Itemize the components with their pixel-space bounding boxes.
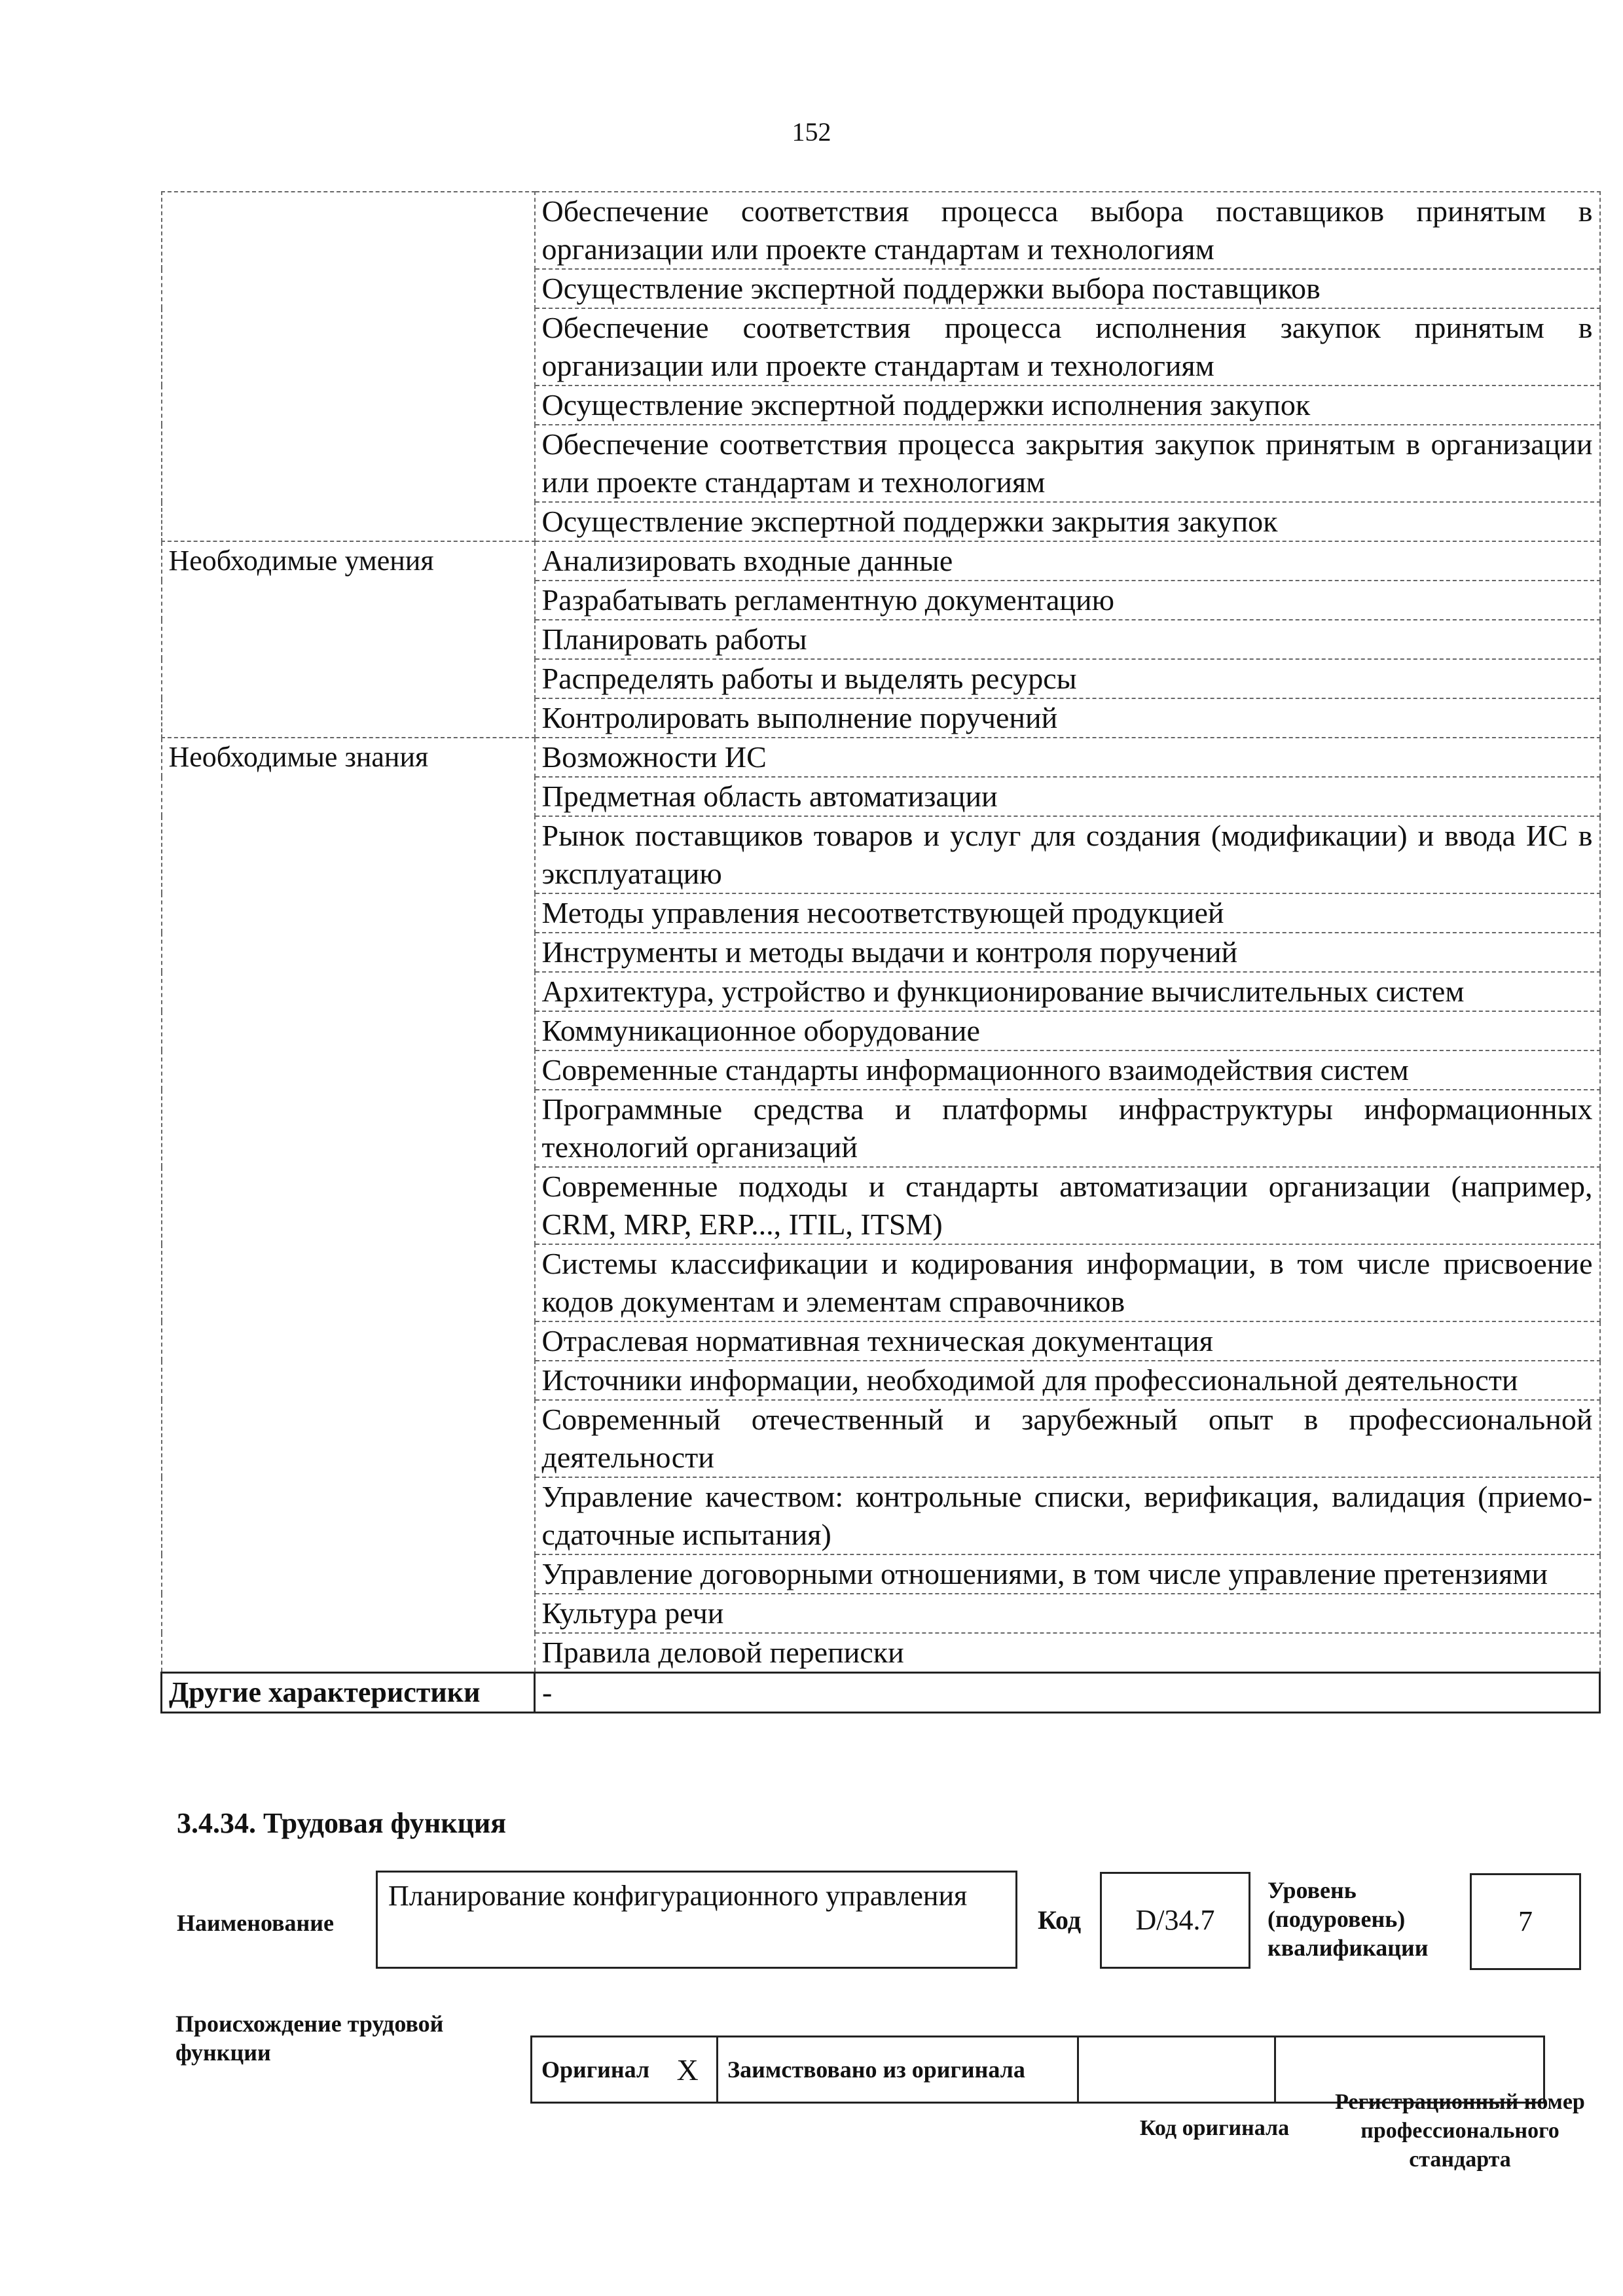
original-mark: X [659,2037,718,2103]
table-cell: Правила деловой переписки [535,1633,1600,1673]
name-value: Планирование конфигурационного управления [388,1880,968,1912]
table-cell: Современный отечественный и зарубежный опыт в профессиональной деятельности [535,1400,1600,1477]
table-cell: Обеспечение соответствия процесса исполнения закупок принятым в организации или проекте стандартам и технологиям [535,308,1600,386]
table-cell: Системы классификации и кодирования информации, в том числе присвоение кодов документам и элементам справочников [535,1244,1600,1321]
table-cell: Современные стандарты информационного взаимодействия систем [535,1050,1600,1090]
name-value-box [376,1871,1017,1969]
table-cell: Коммуникационное оборудование [535,1011,1600,1050]
table-cell: Инструменты и методы выдачи и контроля поручений [535,933,1600,972]
table-cell: Планировать работы [535,620,1600,659]
table-cell: Культура речи [535,1594,1600,1633]
row-label-empty [162,192,535,541]
table-cell: Рынок поставщиков товаров и услуг для создания (модификации) и ввода ИС в эксплуатацию [535,816,1600,893]
level-label: Уровень (подуровень) квалификации [1267,1877,1429,1961]
code-original-caption: Код оригинала [1139,2116,1290,2140]
origin-label: Происхождение трудовой функции [175,2011,444,2066]
table-cell: Управление качеством: контрольные списки, верификация, валидация (приемо-сдаточные испытания) [535,1477,1600,1554]
code-value-box [1100,1872,1250,1969]
skills-label: Необходимые умения [162,541,535,738]
borrowed-label: Заимствовано из оригинала [718,2037,1078,2103]
level-value-box [1470,1873,1581,1970]
table-cell: Анализировать входные данные [535,541,1600,581]
level-value: 7 [1518,1905,1533,1937]
table-cell: Источники информации, необходимой для профессиональной деятельности [535,1361,1600,1400]
table-cell: Обеспечение соответствия процесса выбора поставщиков принятым в организации или проекте стандартам и технологиям [535,192,1600,269]
other-label: Другие характеристики [162,1673,535,1713]
code-label: Код [1038,1905,1082,1935]
table-cell: Современные подходы и стандарты автоматизации организации (например, CRM, MRP, ERP..., ITIL, ITSM) [535,1167,1600,1244]
table-cell: Программные средства и платформы инфраструктуры информационных технологий организаций [535,1090,1600,1167]
table-cell: Методы управления несоответствующей продукцией [535,893,1600,933]
page-number: 152 [792,117,831,147]
table-cell: Предметная область автоматизации [535,777,1600,816]
table-cell: Отраслевая нормативная техническая документация [535,1321,1600,1361]
table-cell: Осуществление экспертной поддержки выбора поставщиков [535,269,1600,308]
reg-number-caption: Регистрационный номер профессионального стандарта [1335,2090,1585,2172]
table-cell: Управление договорными отношениями, в том числе управление претензиями [535,1554,1600,1594]
table-cell: Контролировать выполнение поручений [535,698,1600,738]
other-value: - [535,1673,1600,1713]
name-label: Наименование [177,1910,334,1936]
table-cell: Архитектура, устройство и функционирование вычислительных систем [535,972,1600,1011]
code-original-cell [1078,2037,1275,2103]
table-row [162,738,1600,777]
code-value: D/34.7 [1135,1904,1215,1936]
table-cell: Разрабатывать регламентную документацию [535,581,1600,620]
table-cell: Осуществление экспертной поддержки закрытия закупок [535,502,1600,541]
original-label: Оригинал [532,2037,659,2103]
knowledge-skills-table [160,191,1601,1713]
table-cell: Обеспечение соответствия процесса закрытия закупок принятым в организации или проекте стандартам и технологиям [535,425,1600,502]
table-row [162,541,1600,581]
table-row [162,192,1600,269]
section-title: 3.4.34. Трудовая функция [177,1807,507,1839]
table-row [162,1673,1600,1713]
table-cell: Осуществление экспертной поддержки исполнения закупок [535,386,1600,425]
table-cell: Возможности ИС [535,738,1600,777]
table-cell: Распределять работы и выделять ресурсы [535,659,1600,698]
knowledge-label: Необходимые знания [162,738,535,1673]
